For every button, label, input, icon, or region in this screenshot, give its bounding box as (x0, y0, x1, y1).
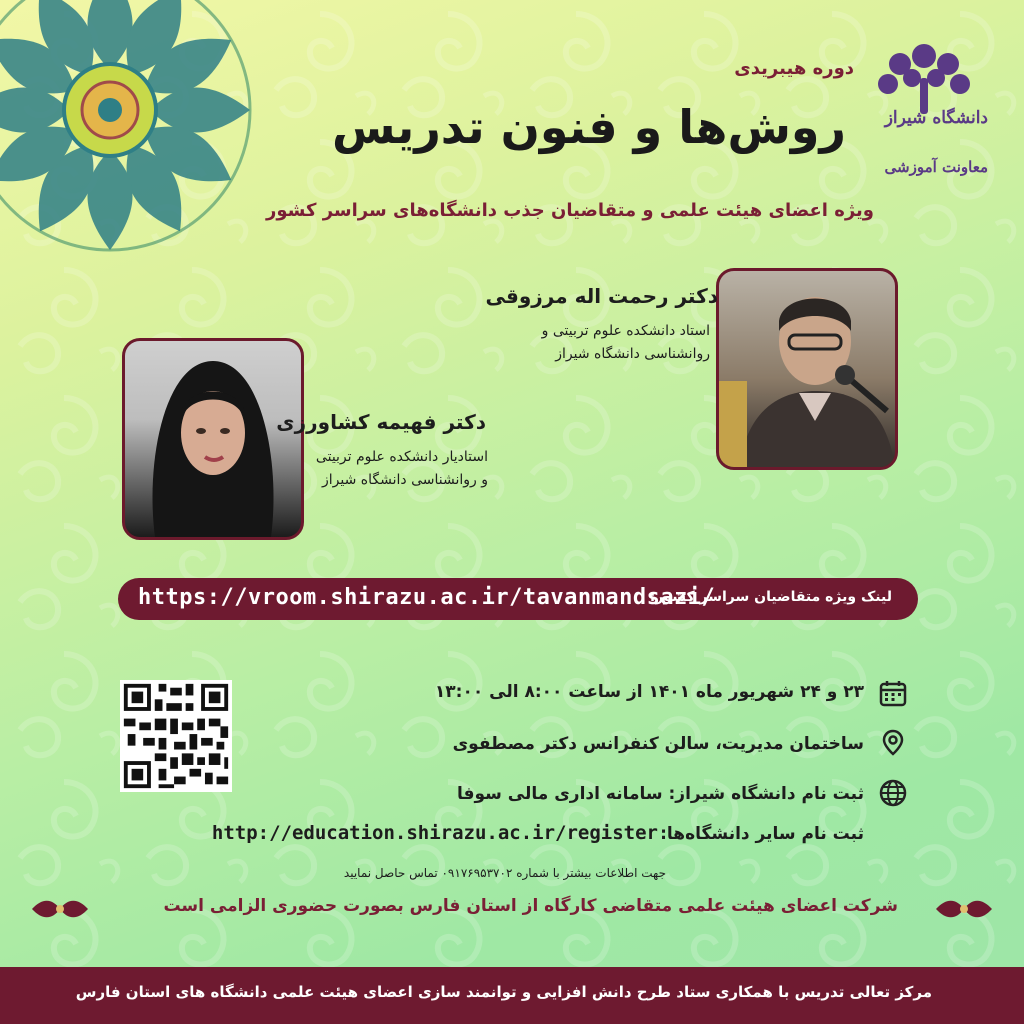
footer-text: مرکز تعالی تدریس با همکاری ستاد طرح دانش افزایی و توانمند سازی اعضای هیئت علمی دانشگاه های استان فارس (75, 983, 932, 1001)
university-name: دانشگاه شیراز (884, 108, 988, 128)
registration-other-url[interactable]: http://education.shirazu.ac.ir/register (211, 822, 658, 844)
location-pin-icon (878, 728, 908, 758)
link-url[interactable]: https://vroom.shirazu.ac.ir/tavanmandsazi/ (138, 585, 716, 610)
university-unit: معاونت آموزشی (884, 158, 988, 176)
presenter-affiliation-2-line1: استادیار دانشکده علوم تربیتی (315, 449, 488, 465)
registration-shiraz: ثبت نام دانشگاه شیراز: سامانه اداری مالی سوفا (457, 784, 864, 804)
globe-icon (878, 778, 908, 808)
link-bar[interactable] (118, 578, 918, 620)
ornament-right-icon (934, 896, 994, 922)
event-date: ۲۳ و ۲۴ شهریور ماه ۱۴۰۱ از ساعت ۸:۰۰ الی ۱۳:۰۰ (434, 682, 864, 702)
link-label: لینک ویژه متقاضیان سراسر کشور: (649, 589, 892, 605)
mandala-ornament (0, 0, 260, 260)
ornament-left-icon (30, 896, 90, 922)
presenter-photo-1-illustration (719, 271, 895, 467)
presenter-name-1: دکتر رحمت اله مرزوقی (485, 284, 718, 308)
presenter-affiliation-2-line2: و روانشناسی دانشگاه شیراز (322, 472, 488, 489)
presenter-affiliation-1-line2: روانشناسی دانشگاه شیراز (555, 346, 710, 363)
presenter-affiliation-1 (350, 320, 710, 366)
subtitle: ویژه اعضای هیئت علمی و متقاضیان جذب دانشگاه‌های سراسر کشور (266, 200, 874, 221)
registration-other-label: ثبت نام سایر دانشگاه‌ها: (660, 824, 864, 844)
course-type: دوره هیبریدی (734, 58, 854, 79)
presenter-affiliation-1-line1: استاد دانشکده علوم تربیتی و (541, 323, 710, 339)
presenter-photo-2-illustration (125, 341, 301, 537)
event-location: ساختمان مدیریت، سالن کنفرانس دکتر مصطفوی (452, 734, 864, 754)
footer-bar (0, 967, 1024, 1024)
presenter-affiliation-2 (128, 446, 488, 492)
presenter-photo-2 (122, 338, 304, 540)
calendar-icon (878, 678, 908, 708)
page-title: روش‌ها و فنون تدریس (332, 100, 846, 154)
contact-info: جهت اطلاعات بیشتر با شماره ۰۹۱۷۶۹۵۳۷۰۲ تماس حاصل نمایید (343, 866, 666, 880)
presenter-photo-1 (716, 268, 898, 470)
qr-code[interactable] (120, 680, 232, 792)
attendance-notice: شرکت اعضای هیئت علمی متقاضی کارگاه از استان فارس بصورت حضوری الزامی است (163, 896, 898, 916)
presenter-name-2: دکتر فهیمه کشاورزی (276, 410, 486, 434)
